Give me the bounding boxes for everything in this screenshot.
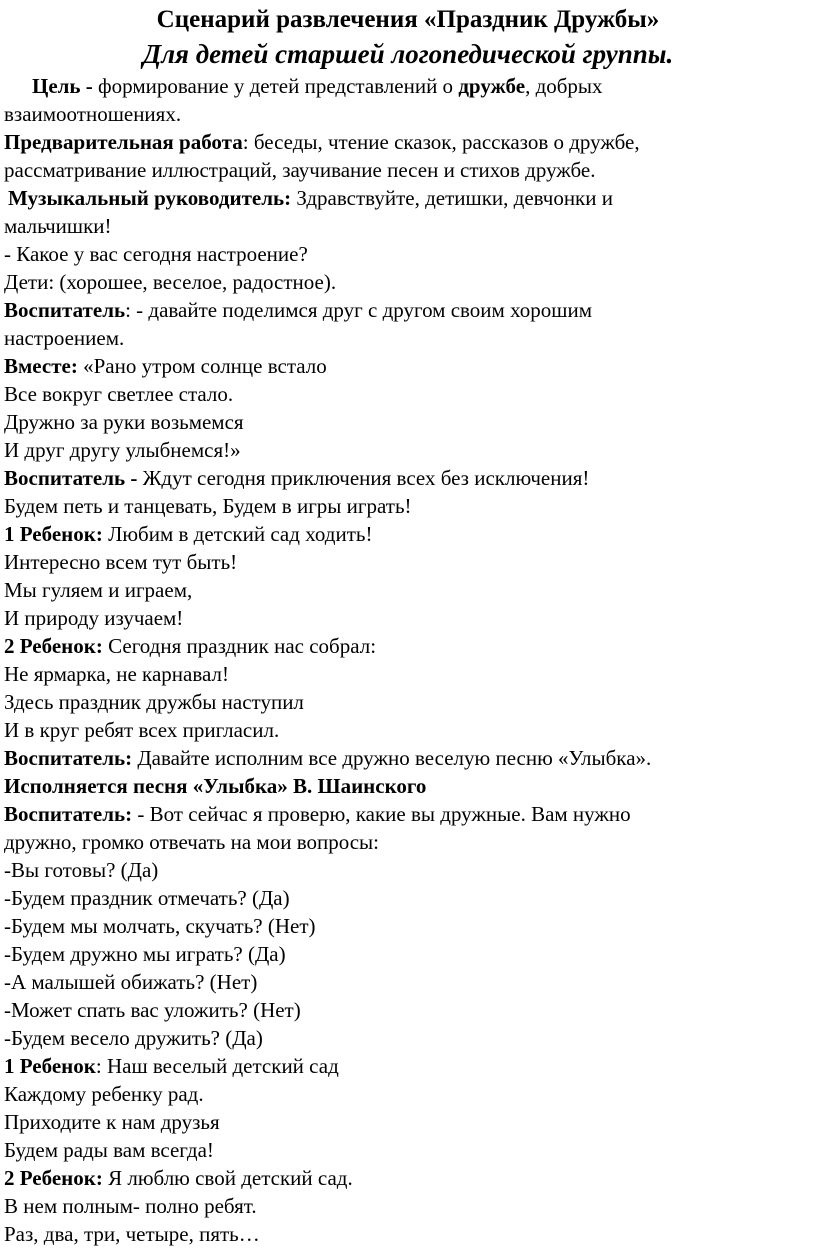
prep-text: : беседы, чтение сказок, рассказов о дружбе, (242, 130, 640, 154)
question-line: -А малышей обижать? (Нет) (4, 970, 258, 994)
teacher-label: Воспитатель - (4, 466, 143, 490)
verse-line: Приходите к нам друзья (4, 1110, 220, 1134)
verse-line: Мы гуляем и играем, (4, 578, 193, 602)
verse-line: В нем полным- полно ребят. (4, 1194, 257, 1218)
verse-line: Интересно всем тут быть! (4, 550, 238, 574)
song-heading: Исполняется песня «Улыбка» В. Шаинского (4, 774, 427, 798)
goal-text-end: , добрых (525, 74, 603, 98)
goal-line (4, 72, 810, 100)
music-director-label: Музыкальный руководитель: (8, 186, 292, 210)
teacher-text: Ждут сегодня приключения всех без исключения! (142, 466, 590, 490)
prep-label: Предварительная работа (4, 130, 243, 154)
child-1-label: 1 Ребенок (4, 1054, 96, 1078)
teacher-label: Воспитатель: (4, 746, 133, 770)
verse-line: И в круг ребят всех пригласил. (4, 718, 280, 742)
child-1-label: 1 Ребенок: (4, 522, 103, 546)
kids-answer: Дети: (хорошее, веселое, радостное). (4, 270, 337, 294)
child-2-line (4, 632, 810, 660)
child-1-text: : Наш веселый детский сад (95, 1054, 339, 1078)
question-line: -Может спать вас уложить? (Нет) (4, 998, 301, 1022)
goal-continuation: взаимоотношениях. (4, 102, 182, 126)
teacher-text: - Вот сейчас я проверю, какие вы дружные. Вам нужно (132, 802, 631, 826)
goal-text: формирование у детей представлений о (98, 74, 459, 98)
verse-line: И друг другу улыбнемся!» (4, 438, 241, 462)
teacher-line-4 (4, 800, 810, 828)
question-line: -Будем праздник отмечать? (Да) (4, 886, 290, 910)
teacher-line-1 (4, 296, 810, 324)
document-subtitle: Для детей старшей логопедической группы. (142, 39, 674, 69)
music-director-line (4, 184, 810, 212)
child-2-line-b (4, 1164, 810, 1192)
question-line: -Будем дружно мы играть? (Да) (4, 942, 286, 966)
verse-line: Каждому ребенку рад. (4, 1082, 204, 1106)
together-text: «Рано утром солнце встало (77, 354, 327, 378)
teacher-line-2 (4, 464, 810, 492)
document-title: Сценарий развлечения «Праздник Дружбы» (156, 6, 660, 33)
together-label: Вместе: (4, 354, 78, 378)
prep-continuation: рассматривание иллюстраций, заучивание песен и стихов дружбе. (4, 158, 596, 182)
music-director-continuation: мальчишки! (4, 214, 112, 238)
child-1-line-b (4, 1052, 810, 1080)
teacher-continuation-2: Будем петь и танцевать, Будем в игры играть! (4, 494, 412, 518)
teacher-label: Воспитатель (4, 298, 126, 322)
verse-line: Все вокруг светлее стало. (4, 382, 234, 406)
teacher-continuation-4: дружно, громко отвечать на мои вопросы: (4, 830, 379, 854)
document-body (4, 72, 810, 1248)
teacher-line-3 (4, 744, 810, 772)
child-2-label: 2 Ребенок: (4, 1166, 103, 1190)
child-1-text: Любим в детский сад ходить! (102, 522, 373, 546)
question-line: -Вы готовы? (Да) (4, 858, 159, 882)
verse-line: Раз, два, три, четыре, пять… (4, 1222, 260, 1246)
mood-question: - Какое у вас сегодня настроение? (4, 242, 308, 266)
goal-bold-word: дружбе (458, 74, 526, 98)
question-line: -Будем весело дружить? (Да) (4, 1026, 263, 1050)
teacher-text: : - давайте поделимся друг с другом своим хорошим (125, 298, 592, 322)
prep-line (4, 128, 810, 156)
verse-line: И природу изучаем! (4, 606, 184, 630)
verse-line: Здесь праздник дружбы наступил (4, 690, 304, 714)
music-director-text: Здравствуйте, детишки, девчонки и (291, 186, 613, 210)
verse-line: Не ярмарка, не карнавал! (4, 662, 229, 686)
child-2-text: Я люблю свой детский сад. (102, 1166, 353, 1190)
child-2-text: Сегодня праздник нас собрал: (102, 634, 377, 658)
child-2-label: 2 Ребенок: (4, 634, 103, 658)
teacher-text: Давайте исполним все дружно веселую песню «Улыбка». (132, 746, 652, 770)
together-line (4, 352, 810, 380)
teacher-continuation-1: настроением. (4, 326, 125, 350)
verse-line: Будем рады вам всегда! (4, 1138, 214, 1162)
question-line: -Будем мы молчать, скучать? (Нет) (4, 914, 316, 938)
verse-line: Дружно за руки возьмемся (4, 410, 244, 434)
goal-label: Цель - (32, 74, 99, 98)
child-1-line (4, 520, 810, 548)
teacher-label: Воспитатель: (4, 802, 133, 826)
